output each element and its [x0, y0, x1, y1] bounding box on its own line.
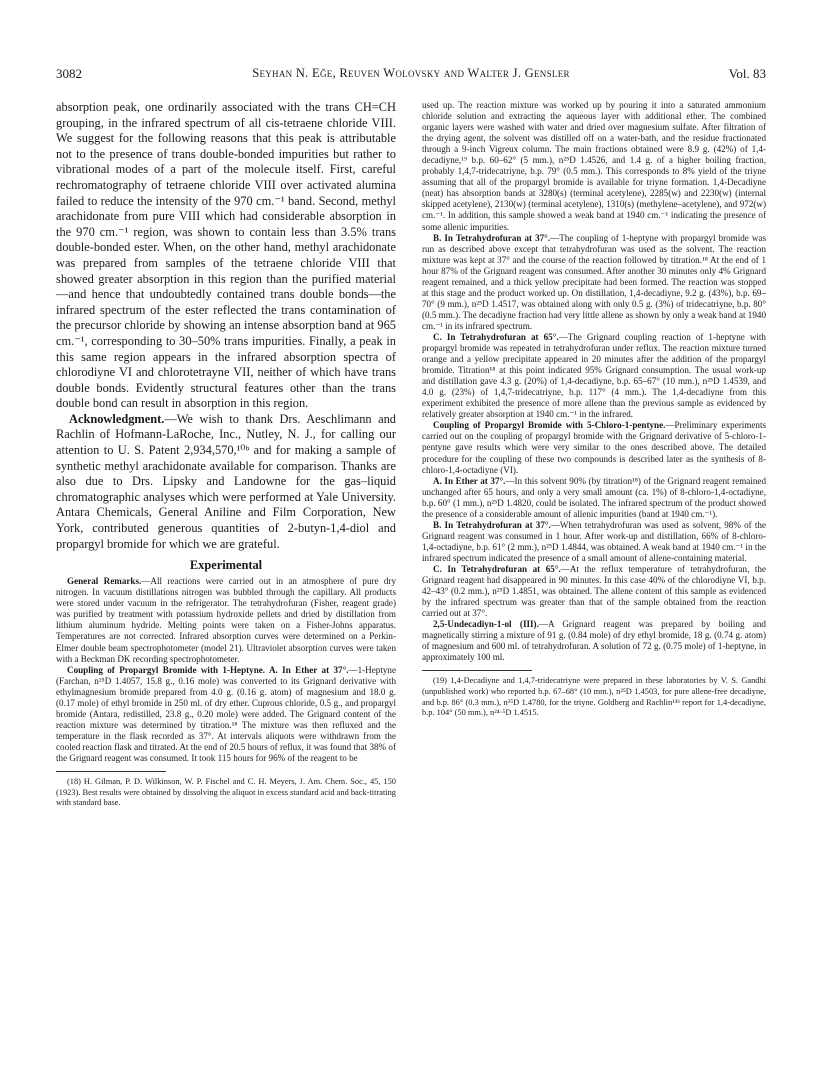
coupling-chloropentyne-paragraph — [422, 420, 766, 475]
footnote-19: (19) 1,4-Decadiyne and 1,4,7-tridecatriyne were prepared in these laboratories by V. S. Gandhi (unpublished work) who reported b.p. 67–68° (10 mm.), n²⁵D 1.4503, for pure allene-free decadiyne, and b.p. 86° (0.3 mm.), n²⁵D 1.4780, for the triyne. Goldberg and Rachlin¹³ᵇ report for 1,4-decadiyne, b.p. 104° (50 mm.), n²⁴·⁵D 1.4515. — [422, 676, 766, 718]
undecadiynol-heading: 2,5-Undecadiyn-1-ol (III). — [433, 619, 539, 630]
page-number: 3082 — [56, 66, 82, 81]
undecadiynol-text: —A Grignard reagent was prepared by boiling and magnetically stirring a mixture of 91 g. (0.84 mole) of dry ethyl bromide, 18 g. (0.74 g. atom) of magnesium and 600 ml. of tetrahydrofuran. A solution of 72 g. (0.75 mole) of 1-heptyne, in approximately 100 ml. — [422, 619, 766, 663]
thf-65-chloro-paragraph — [422, 564, 766, 619]
thf-65-paragraph — [422, 332, 766, 420]
thf-37-chloro-paragraph — [422, 520, 766, 564]
ether-37-heading: A. In Ether at 37°. — [433, 475, 506, 486]
thf-65-chloro-heading: C. In Tetrahydrofuran at 65°. — [433, 563, 561, 574]
right-column — [422, 100, 766, 719]
footnote-18: (18) H. Gilman, P. D. Wilkinson, W. P. Fischel and C. H. Meyers, J. Am. Chem. Soc., 45, 150 (1923). Best results were obtained by dissolving the aliquot in excess standard acid and back-titrating with standard base. — [56, 777, 396, 808]
journal-page — [56, 0, 766, 1068]
thf-65-heading: C. In Tetrahydrofuran at 65°. — [433, 331, 559, 342]
acknowledgment-text: —We wish to thank Drs. Aeschlimann and Rachlin of Hofmann-LaRoche, Inc., Nutley, N. J., for calling our attention to U. S. Patent 2,934,570,¹⁰ᵇ and for making a sample of synthetic methyl arachidonate available for comparison. Thanks are also due to Drs. Lipsky and Landowne for the gas–liquid chromatographic analyses which were performed at Yale University. Antara Chemicals, General Aniline and Film Corporation, New York, contributed generous quantities of 2-butyn-1,4-diol and propargyl bromide for which we are grateful. — [56, 411, 396, 551]
coupling-heptyne-text: —1-Heptyne (Farchan, n²⁵D 1.4057, 15.8 g., 0.16 mole) was converted to its Grignard derivative with ethylmagnesium bromide prepared from 4.0 g. (0.16 g. atom) of magnesium and 18.0 g. (0.17 mole) of ethyl bromide in 250 ml. of dry ether. Cuprous chloride, 0.5 g., and propargyl bromide (Antara, redistilled, 23.8 g., 0.20 mole) were added. The Grignard content of the reaction mixture was determined by titration.¹⁸ The mixture was then refluxed and the temperature in the flask recorded as 37°. At intervals aliquots were withdrawn from the cooled reaction flask and titrated. At the end of 20.5 hours of reflux, it was found that 38% of the Grignard reagent was consumed. It took 115 hours for 96% of the reagent to be — [56, 664, 396, 763]
general-remarks-text: —All reactions were carried out in an atmosphere of pure dry nitrogen. In vacuum distillations nitrogen was bubbled through the capillary. All products were stored under vacuum in the refrigerator. The tetrahydrofuran (Fisher, reagent grade) was purified by treatment with potassium hydroxide pellets and dried by distillation from lithium aluminum hydride. Melting points were taken on a Fisher-Johns apparatus. Temperatures are not corrected. Infrared absorption curves were determined on a Perkin-Elmer double beam spectrophotometer (model 21). Ultraviolet absorption curves were taken with a Beckman DK recording spectrophotometer. — [56, 576, 397, 664]
workup-paragraph: used up. The reaction mixture was worked up by pouring it into a saturated ammonium chloride solution and extracting the aqueous layer with additional ether. The combined organic layers were washed with water and dried over magnesium sulfate. After filtration of the drying agent, the solvent was distilled off on a water-bath, and the residue fractionated through a 9-inch Vigreux column. The main fractions obtained were 8.9 g. (42%) of 1,4-decadiyne,¹⁹ b.p. 60–62° (5 mm.), n²⁵D 1.4526, and 1.4 g. of a higher boiling fraction, probably 1,4,7-tridecatriyne, b.p. 79° (0.5 mm.). This corresponds to 8% yield of the triyne assuming that all of the propargyl bromide is available for triyne formation. 1,4-Decadiyne (neat) has absorption bands at 3280(s) (terminal acetylene), 2285(w) and 2230(w) (internal skipped acetylene), 2130(w) (terminal acetylene), 1310(s) (methylene–acetylene), and 972(w) cm.⁻¹. In addition, this sample showed a weak band at 1940 cm.⁻¹ indicating the presence of some allenic impurities. — [422, 100, 766, 232]
thf-37-heading: B. In Tetrahydrofuran at 37°. — [433, 232, 551, 243]
thf-65-text: —The Grignard coupling reaction of 1-heptyne with propargyl bromide was repeated in tetrahydrofuran under reflux. The reaction mixture turned orange and a yellow precipitate appeared in 20 minutes after the addition of the propargyl bromide. Titration¹⁸ at this point indicated 95% Grignard consumption. The usual work-up and distillation gave 4.3 g. (20%) of 1,4-decadiyne, b.p. 65–67° (10 mm.), n²⁵D 1.4539, and 4.0 g. (23%) of 1,4,7-tridecatriyne, b.p. 117° (4 mm.). The 1,4-decadiyne from this experiment exhibited the presence of more allene than the previous sample as evidenced by relatively greater absorption at 1940 cm.⁻¹ in the infrared. — [422, 331, 766, 420]
ether-37-paragraph — [422, 476, 766, 520]
acknowledgment-paragraph — [56, 412, 396, 552]
general-remarks-heading: General Remarks. — [67, 576, 142, 587]
thf-37-text: —The coupling of 1-heptyne with propargyl bromide was run as described above except that tetrahydrofuran was used as the solvent. The reaction mixture was kept at 37° and the course of the reaction followed by titration.¹⁸ At the end of 1 hour 87% of the Grignard reagent was consumed. After another 30 minutes only 4% Grignard reagent remained, and a thick yellow precipitate had been formed. The reaction was stopped at this stage and the product worked up. On distillation, 1,4-decadiyne, 9.2 g. (43%), b.p. 69–70° (9 mm.), n²⁵D 1.4517, was obtained along with only 0.5 g. (3%) of tridecatriyne, b.p. 80° (0.5 mm.). The decadiyne fraction had very little allene as shown by only a weak band at 1940 cm.⁻¹ in its infrared spectrum. — [422, 232, 766, 331]
coupling-chloropentyne-text: —Preliminary experiments carried out on the coupling of propargyl bromide with the Grignard derivative of 5-chloro-1-pentyne gave results which were very similar to the ones described above. The detailed procedure for the coupling of these two compounds is described later as the synthesis of 8-chloro-1,4-octadiyne (VI). — [422, 420, 767, 475]
discussion-paragraph: absorption peak, one ordinarily associated with the trans CH=CH grouping, in the infrared spectrum of all cis-tetraene chloride VIII. We suggest for the following reasons that this peak is attributable not to the presence of trans double-bonded impurities but rather to vibrational modes of a part of the molecule itself. First, careful rechromatography of tetraene chloride VIII over activated alumina failed to reduce the intensity of the 970 cm.⁻¹ band. Second, methyl arachidonate from pure VIII which had considerable absorption in the 970 cm.⁻¹ region, was shown to contain less than 3.5% trans double-bonded ester. When, on the other hand, methyl arachidonate was prepared from samples of the tetraene chloride VIII that showed greater absorption in this region than the purified material—and hence that undoubtedly contained trans double bonds—the infrared spectrum of the ester reflected the trans contamination of the precursor chloride by showing an intense absorption band at 965 cm.⁻¹, corresponding to 30–50% trans impurities. Finally, a peak in this same region appears in the infrared absorption spectra of chlorodiyne VI and chlorotetrayne VII, neither of which have trans double bonds. Evidently structural features other than the trans double bond can result in absorption in this region. — [56, 100, 396, 411]
experimental-heading: Experimental — [189, 558, 263, 573]
thf-37-chloro-text: —When tetrahydrofuran was used as solvent, 98% of the Grignard reagent was consumed in 1 hour. After work-up and distillation, 66% of 8-chloro-1,4-octadiyne, b.p. 61° (2 mm.), n²⁵D 1.4844, was obtained. A weak band at 1940 cm.⁻¹ in the infrared spectrum indicated the presence of a small amount of allene-containing material. — [422, 519, 766, 563]
footnote-rule — [56, 771, 166, 772]
ether-37-text: —In this solvent 90% (by titration¹⁸) of the Grignard reagent remained unchanged after 65 hours, and only a very small amount (ca. 1%) of 8-chloro-1,4-octadiyne, b.p. 60° (1 mm.), n²⁵D 1.4820, could be isolated. The infrared spectrum of the product showed the presence of a considerable amount of allenic impurities (band at 1940 cm.⁻¹). — [422, 475, 767, 519]
left-column — [56, 100, 396, 809]
undecadiynol-paragraph — [422, 619, 766, 663]
volume-label: Vol. 83 — [728, 66, 766, 81]
thf-37-paragraph — [422, 233, 766, 332]
thf-37-chloro-heading: B. In Tetrahydrofuran at 37°. — [433, 519, 551, 530]
coupling-chloropentyne-heading: Coupling of Propargyl Bromide with 5-Chloro-1-pentyne. — [433, 420, 666, 431]
thf-65-chloro-text: —At the reflux temperature of tetrahydrofuran, the Grignard reagent had disappeared in 90 minutes. In this case 40% of the chlorodiyne VI, b.p. 42–43° (0.2 mm.), n²⁵D 1.4851, was obtained. The allene content of this sample as evidenced by the infrared spectrum was greater than that of the sample obtained from the reaction carried out at 37°. — [422, 563, 766, 619]
footnote-rule — [422, 670, 532, 671]
general-remarks-paragraph — [56, 576, 396, 664]
running-header — [56, 66, 766, 82]
acknowledgment-heading: Acknowledgment. — [69, 411, 165, 426]
coupling-heptyne-paragraph — [56, 665, 396, 764]
running-authors: Seyhan N. Eğe, Reuven Wolovsky and Walter J. Gensler — [252, 66, 570, 80]
coupling-heptyne-heading: Coupling of Propargyl Bromide with 1-Heptyne. A. In Ether at 37°. — [67, 664, 349, 675]
